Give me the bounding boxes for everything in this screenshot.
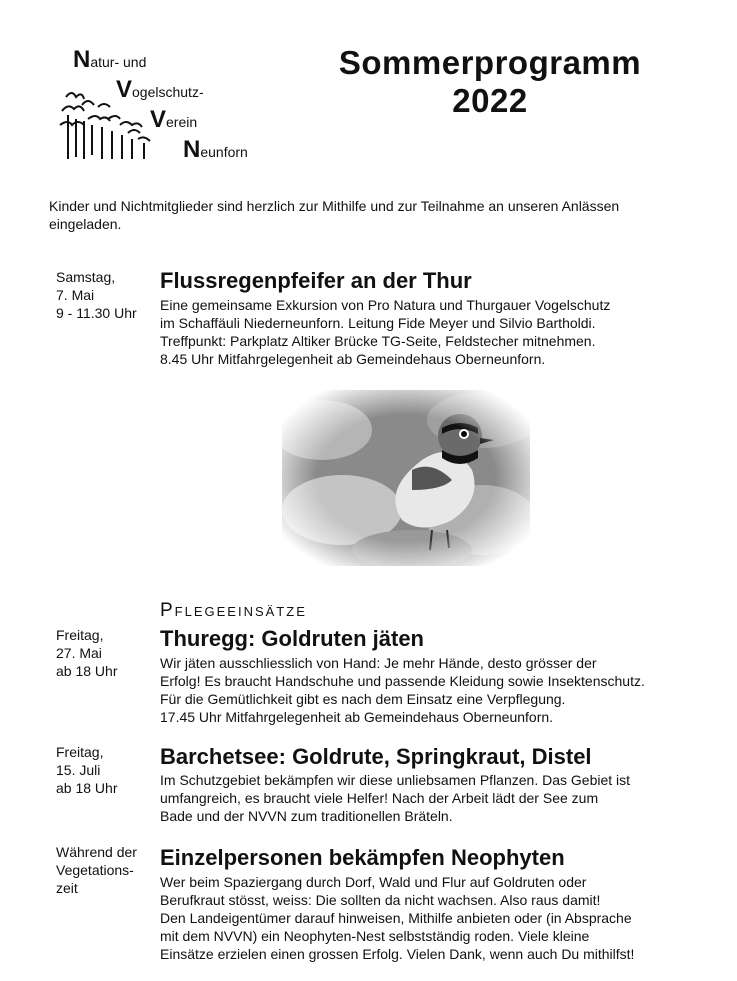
date-line: Freitag, <box>56 627 104 643</box>
date-line: Freitag, <box>56 744 104 760</box>
logo-line-1: Natur- und <box>73 46 147 73</box>
text-line: 8.45 Uhr Mitfahrgelegenheit ab Gemeindehaus Oberneunforn. <box>160 351 546 367</box>
plover-photo <box>282 390 530 566</box>
text-line: Für die Gemütlichkeit gibt es nach dem Einsatz eine Verpflegung. <box>160 691 566 707</box>
date-line: Vegetations- <box>56 862 134 878</box>
date-line: ab 18 Uhr <box>56 663 118 679</box>
event-title: Barchetsee: Goldrute, Springkraut, Distel <box>160 744 592 769</box>
event-description <box>160 771 630 825</box>
event-date <box>56 743 117 797</box>
text-line: Erfolg! Es braucht Handschuhe und passende Kleidung sowie Insektenschutz. <box>160 673 645 689</box>
event-date <box>56 843 137 897</box>
text-line: im Schaffäuli Niederneunforn. Leitung Fide Meyer und Silvio Bartholdi. <box>160 315 596 331</box>
event-description <box>160 654 645 726</box>
date-line: Während der <box>56 844 137 860</box>
event-description <box>160 873 634 963</box>
section-heading: Pflegeeinsätze <box>160 600 307 621</box>
text-line: umfangreich, es braucht viele Helfer! Nach der Arbeit lädt der See zum <box>160 790 599 806</box>
event-title: Flussregenpfeifer an der Thur <box>160 268 472 293</box>
title-year: 2022 <box>452 82 528 119</box>
text-line: Im Schutzgebiet bekämpfen wir diese unliebsamen Pflanzen. Das Gebiet ist <box>160 772 631 788</box>
intro-line: eingeladen. <box>49 216 122 232</box>
text-line: Treffpunkt: Parkplatz Altiker Brücke TG-Seite, Feldstecher mitnehmen. <box>160 333 596 349</box>
date-line: Samstag, <box>56 269 116 285</box>
title-line-1: Sommerprogramm <box>338 44 642 81</box>
text-line: Wer beim Spaziergang durch Dorf, Wald und Flur auf Goldruten oder <box>160 874 587 890</box>
intro-text <box>49 197 619 233</box>
event-date <box>56 626 117 680</box>
date-line: 27. Mai <box>56 645 102 661</box>
text-line: Wir jäten ausschliesslich von Hand: Je mehr Hände, desto grösser der <box>160 655 597 671</box>
event-date <box>56 268 137 322</box>
date-line: 7. Mai <box>56 287 95 303</box>
text-line: Bade und der NVVN zum traditionellen Bräteln. <box>160 808 453 824</box>
logo-line-4: Neunforn <box>183 136 248 163</box>
date-line: zeit <box>56 880 78 896</box>
intro-line: Kinder und Nichtmitglieder sind herzlich zur Mithilfe und zur Teilnahme an unseren Anlässen <box>49 198 620 214</box>
event-title: Einzelpersonen bekämpfen Neophyten <box>160 845 565 870</box>
text-line: mit dem NVVN) ein Neophyten-Nest selbstständig roden. Viele kleine <box>160 928 590 944</box>
page-title <box>300 44 680 120</box>
date-line: 9 - 11.30 Uhr <box>56 305 137 321</box>
date-line: ab 18 Uhr <box>56 780 118 796</box>
event-title: Thuregg: Goldruten jäten <box>160 626 424 651</box>
logo-line-3: Verein <box>150 106 198 133</box>
text-line: 17.45 Uhr Mitfahrgelegenheit ab Gemeindehaus Oberneunforn. <box>160 709 554 725</box>
text-line: Eine gemeinsame Exkursion von Pro Natura und Thurgauer Vogelschutz <box>160 297 611 313</box>
event-description <box>160 296 610 368</box>
text-line: Berufkraut stösst, weiss: Die sollten da nicht wachsen. Also raus damit! <box>160 892 601 908</box>
text-line: Einsätze erzielen einen grossen Erfolg. Vielen Dank, wenn auch Du mithilfst! <box>160 946 635 962</box>
text-line: Den Landeigentümer darauf hinweisen, Mithilfe anbieten oder (in Absprache <box>160 910 632 926</box>
date-line: 15. Juli <box>56 762 101 778</box>
logo-line-2: Vogelschutz- <box>116 76 204 103</box>
